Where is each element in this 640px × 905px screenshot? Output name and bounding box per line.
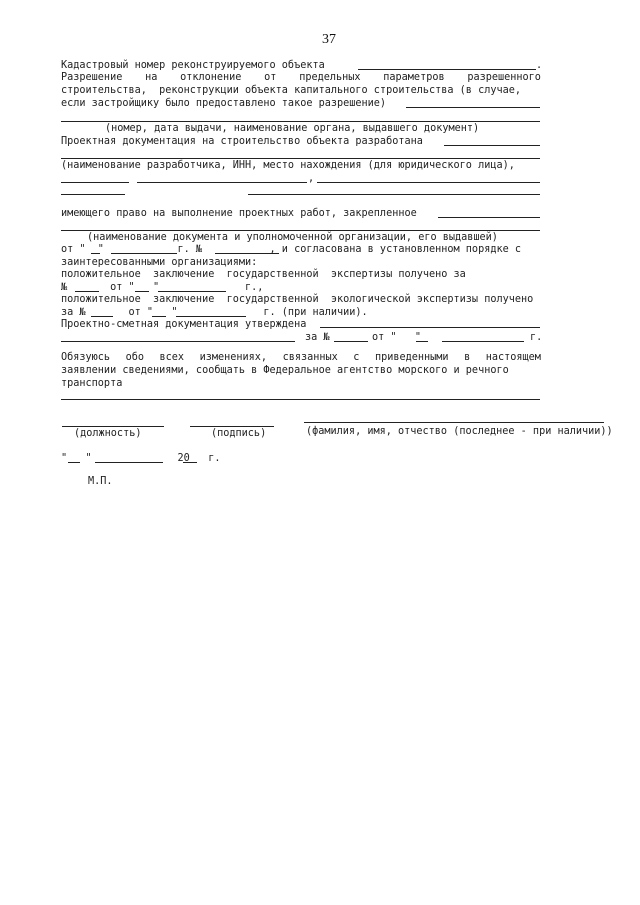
obligation-line-2: заявлении сведениями, сообщать в Федеральное агентство морского и речного bbox=[61, 365, 509, 376]
approval-label: Проектно-сметная документация утверждена bbox=[61, 319, 307, 330]
expertise-day-field[interactable] bbox=[135, 291, 149, 292]
agreement-line-2: заинтересованными организациями: bbox=[61, 257, 258, 268]
project-docs-label: Проектная документация на строительство объекта разработана bbox=[61, 136, 423, 147]
right-field[interactable] bbox=[438, 217, 540, 218]
developer-field-3b[interactable] bbox=[137, 182, 307, 183]
eco-number-field[interactable] bbox=[91, 316, 113, 317]
signature-field[interactable] bbox=[190, 426, 274, 427]
sign-day-field[interactable] bbox=[68, 462, 80, 463]
obligation-line: Обязуюсь обо всех изменениях, связанных с приведенными в настоящем bbox=[61, 352, 541, 363]
stamp-place: М.П. bbox=[88, 476, 113, 487]
permit-text-line: Разрешение на отклонение от предельных параметров разрешенного bbox=[61, 72, 541, 83]
obligation-field[interactable] bbox=[61, 399, 540, 400]
approval-day-field[interactable] bbox=[416, 341, 428, 342]
date-day-field-1[interactable] bbox=[91, 253, 100, 254]
developer-field-comma: , bbox=[308, 173, 315, 184]
expertise-line-2: № от " " г., bbox=[61, 282, 264, 293]
approval-number-field[interactable] bbox=[334, 341, 368, 342]
permit-field-2[interactable] bbox=[61, 121, 540, 122]
sign-month-field[interactable] bbox=[95, 462, 163, 463]
permit-field[interactable] bbox=[406, 107, 540, 108]
developer-field[interactable] bbox=[444, 145, 540, 146]
right-label: имеющего право на выполнение проектных работ, закрепленное bbox=[61, 208, 417, 219]
eco-day-field[interactable] bbox=[152, 316, 166, 317]
agreement-line: от " " г. № , и согласована в установленном порядке с bbox=[61, 244, 522, 255]
eco-expertise-line: положительное заключение государственной экологической экспертизы получено bbox=[61, 294, 534, 305]
cadastral-number-period: . bbox=[536, 60, 543, 71]
page-number: 37 bbox=[322, 32, 336, 47]
right-field-caption: (наименование документа и уполномоченной организации, его выдавшей) bbox=[87, 232, 498, 243]
eco-expertise-line-2: за № от " " г. (при наличии). bbox=[61, 307, 368, 318]
approval-field-2[interactable] bbox=[61, 341, 295, 342]
name-field[interactable] bbox=[304, 422, 604, 423]
signature-caption: (подпись) bbox=[211, 428, 267, 439]
developer-field-3c[interactable] bbox=[317, 182, 540, 183]
expertise-line: положительное заключение государственной экспертизы получено за bbox=[61, 269, 466, 280]
developer-field-caption: (наименование разработчика, ИНН, место нахождения (для юридического лица), bbox=[61, 160, 515, 171]
name-caption: (фамилия, имя, отчество (последнее - при наличии)) bbox=[306, 426, 613, 437]
developer-field-2[interactable] bbox=[61, 158, 540, 159]
eco-month-field[interactable] bbox=[176, 316, 246, 317]
developer-field-4a[interactable] bbox=[61, 194, 125, 195]
developer-field-3a[interactable] bbox=[61, 182, 129, 183]
date-month-field-1[interactable] bbox=[111, 253, 177, 254]
approval-za: за № bbox=[305, 332, 330, 343]
developer-field-4b[interactable] bbox=[248, 194, 540, 195]
cadastral-number-label: Кадастровый номер реконструируемого объекта bbox=[61, 60, 325, 71]
position-caption: (должность) bbox=[74, 428, 142, 439]
doc-number-field-1[interactable] bbox=[215, 253, 279, 254]
right-field-2[interactable] bbox=[61, 230, 540, 231]
permit-text-line-3: если застройщику было предоставлено такое разрешение) bbox=[61, 98, 387, 109]
position-field[interactable] bbox=[62, 426, 164, 427]
approval-g: г. bbox=[530, 332, 543, 343]
cadastral-number-field[interactable] bbox=[358, 69, 536, 70]
sign-year-field[interactable] bbox=[183, 462, 197, 463]
approval-month-field[interactable] bbox=[442, 341, 524, 342]
permit-field-caption: (номер, дата выдачи, наименование органа, выдавшего документ) bbox=[105, 123, 480, 134]
expertise-month-field[interactable] bbox=[158, 291, 226, 292]
approval-field[interactable] bbox=[320, 327, 540, 328]
expertise-number-field[interactable] bbox=[75, 291, 99, 292]
sign-date: " " 20 г. bbox=[61, 453, 221, 464]
approval-ot: от " " bbox=[372, 332, 422, 343]
obligation-line-3: транспорта bbox=[61, 378, 123, 389]
permit-text-line-2: строительства, реконструкции объекта капитального строительства (в случае, bbox=[61, 85, 522, 96]
